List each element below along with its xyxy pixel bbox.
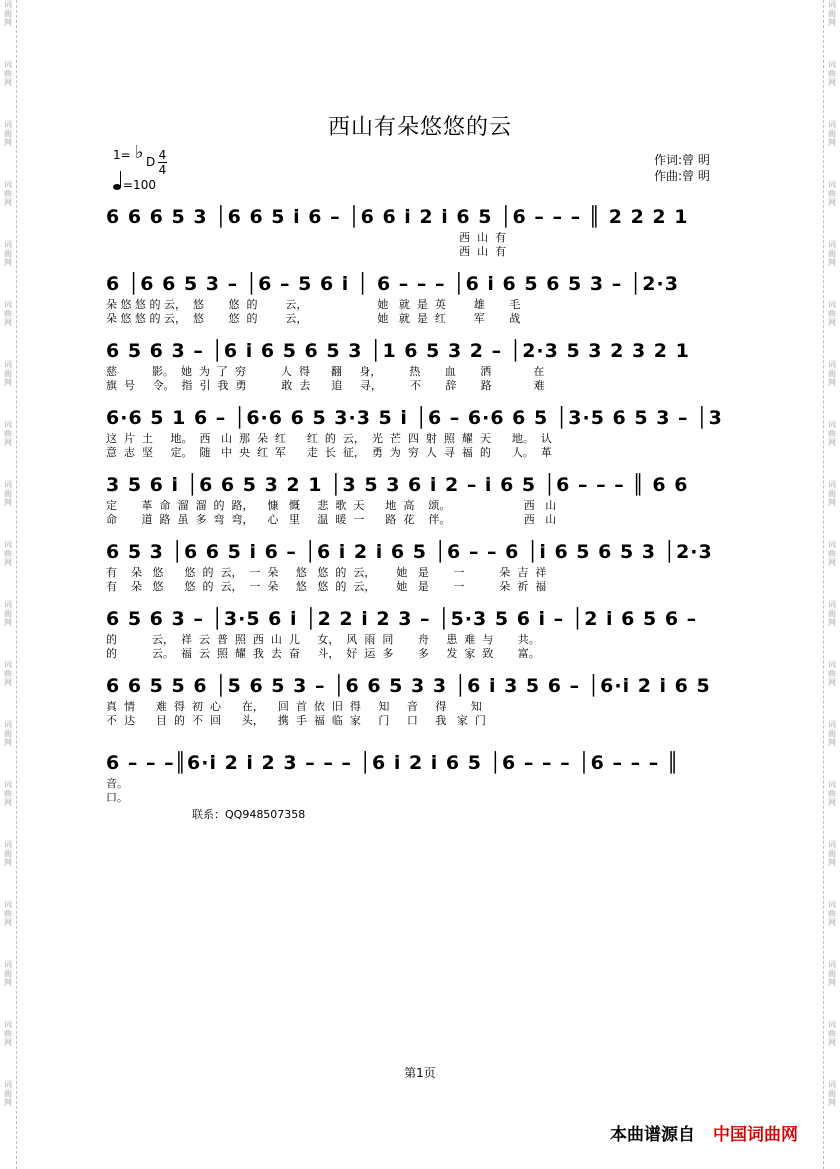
watermark-text: 词曲网 <box>828 720 836 747</box>
lyricist: 作词:曾 明 <box>654 153 710 167</box>
brand-link[interactable]: 中国词曲网 <box>713 1125 798 1145</box>
notes-line: 6 5 3 │6 6 5 i 6 – │6 i 2 i 6 5 │6 – – 6 │i 6 5 6 5 3 │2·3 <box>106 541 713 563</box>
score-system-4 <box>106 404 754 460</box>
lyrics-verse-1: 慈 影。 她 为 了 穷 人 得 翻 身， 热 血 洒 在 <box>106 365 545 378</box>
watermark-text: 词曲网 <box>828 780 836 807</box>
watermark-text: 词曲网 <box>828 840 836 867</box>
watermark-text: 词曲网 <box>828 660 836 687</box>
source-label: 本曲谱源自 <box>610 1125 695 1145</box>
source-footer <box>610 1120 798 1145</box>
watermark-text: 词曲网 <box>4 1080 12 1107</box>
watermark-text: 词曲网 <box>4 1020 12 1047</box>
watermark-text: 词曲网 <box>828 0 836 27</box>
score-system-9 <box>106 749 754 805</box>
lyrics-verse-1: 的 云， 祥 云 普 照 西 山 儿 女， 风 雨 同 舟 患 难 与 共。 <box>106 633 540 646</box>
score-system-6 <box>106 538 754 594</box>
time-top: 4 <box>158 148 167 162</box>
watermark-text: 词曲网 <box>828 900 836 927</box>
watermark-text: 词曲网 <box>4 600 12 627</box>
time-signature <box>158 148 167 177</box>
score-system-5 <box>106 471 754 527</box>
watermark-text: 词曲网 <box>4 540 12 567</box>
notes-line: 6 6 6 5 3 │6 6 5 i 6 – │6 6 i 2 i 6 5 │6 – – – ║ 2 2 2 1 <box>106 206 689 228</box>
lyrics-verse-2: 意 志 坚 定。 随 中 央 红 军 走 长 征， 勇 为 穷 人 寻 福 的 人。 革 <box>106 446 552 459</box>
notes-line: 3 5 6 i │6 6 5 3 2 1 │3 5 3 6 i 2 – i 6 5 │6 – – – ║ 6 6 <box>106 474 689 496</box>
watermark-text: 词曲网 <box>4 420 12 447</box>
watermark-text: 词曲网 <box>828 360 836 387</box>
lyrics-verse-2: 西 山 有 <box>106 245 507 258</box>
quarter-note-icon <box>113 184 121 190</box>
watermark-text: 词曲网 <box>828 60 836 87</box>
key-prefix: 1= <box>113 148 131 162</box>
watermark-text: 词曲网 <box>4 960 12 987</box>
watermark-text: 词曲网 <box>828 540 836 567</box>
watermark-text: 词曲网 <box>4 780 12 807</box>
time-bottom: 4 <box>158 163 167 177</box>
watermark-text: 词曲网 <box>828 960 836 987</box>
lyrics-verse-1: 西 山 有 <box>106 231 507 244</box>
notes-line: 6 │6 6 5 3 – │6 – 5 6 i │ 6 – – – │6 i 6 5 6 5 3 – │2·3 <box>106 273 679 295</box>
watermark-text: 词曲网 <box>4 0 12 27</box>
watermark-text: 词曲网 <box>4 360 12 387</box>
key-note: D <box>146 155 156 169</box>
lyrics-verse-2: 不 达 目 的 不 回 头， 携 手 福 临 家 门 口 我 家 门 <box>106 714 486 727</box>
lyrics-verse-2: 的 云。 福 云 照 耀 我 去 奋 斗， 好 运 多 多 发 家 致 富。 <box>106 647 540 660</box>
watermark-text: 词曲网 <box>4 240 12 267</box>
score-system-7 <box>106 605 754 661</box>
lyrics-verse-2: 有 朵 悠 悠 的 云， 一 朵 悠 悠 的 云， 她 是 一 朵 祈 福 <box>106 580 547 593</box>
lyrics-verse-1: 真 情 难 得 初 心 在， 回 首 依 旧 得 知 音 得 知 <box>106 700 482 713</box>
lyrics-verse-1: 这 片 土 地。 西 山 那 朵 红 红 的 云， 光 芒 四 射 照 耀 天 地。 认 <box>106 432 552 445</box>
lyrics-verse-2: 命 道 路 虽 多 弯 弯， 心 里 温 暖 一 路 花 伴。 西 山 <box>106 513 557 526</box>
credits <box>654 152 710 184</box>
watermark-text: 词曲网 <box>4 840 12 867</box>
lyrics-verse-2: 口。 <box>106 791 128 804</box>
lyrics-verse-2: 朵 悠 悠 的 云， 悠 悠 的 云， 她 就 是 红 军 战 <box>106 312 521 325</box>
score-title: 西山有朵悠悠的云 <box>327 115 512 140</box>
score-system-3 <box>106 337 754 393</box>
watermark-text: 词曲网 <box>4 120 12 147</box>
watermark-text: 词曲网 <box>828 120 836 147</box>
notes-line: 6 – – –║6·i 2 i 2 3 – – – │6 i 2 i 6 5 │6 – – – │6 – – – ║ <box>106 752 680 774</box>
watermark-text: 词曲网 <box>828 600 836 627</box>
left-margin-watermark <box>0 0 17 1169</box>
lyrics-verse-1: 朵 悠 悠 的 云， 悠 悠 的 云， 她 就 是 英 雄 毛 <box>106 298 521 311</box>
notes-line: 6 5 6 3 – │6 i 6 5 6 5 3 │1 6 5 3 2 – │2·3 5 3 2 3 2 1 <box>106 340 690 362</box>
lyrics-verse-2: 旗 号 令。 指 引 我 勇 敢 去 追 寻， 不 辞 路 难 <box>106 379 545 392</box>
watermark-text: 词曲网 <box>828 1080 836 1107</box>
watermark-text: 词曲网 <box>4 180 12 207</box>
lyrics-verse-1: 定 革 命 溜 溜 的 路， 慷 慨 悲 歌 天 地 高 颂。 西 山 <box>106 499 557 512</box>
page-number: 第1页 <box>404 1066 436 1080</box>
lyrics-verse-1: 有 朵 悠 悠 的 云， 一 朵 悠 悠 的 云， 她 是 一 朵 吉 祥 <box>106 566 547 579</box>
watermark-text: 词曲网 <box>4 60 12 87</box>
key-signature <box>113 142 167 177</box>
watermark-text: 词曲网 <box>828 420 836 447</box>
right-margin-watermark <box>823 0 840 1169</box>
lyrics-verse-1: 音。 <box>106 777 128 790</box>
watermark-text: 词曲网 <box>4 900 12 927</box>
notes-line: 6·6 5 1 6 – │6·6 6 5 3·3 5 i │6 – 6·6 6 5 │3·5 6 5 3 – │3 <box>106 407 723 429</box>
notes-line: 6 5 6 3 – │3·5 6 i │2 2 i 2 3 – │5·3 5 6 i – │2 i 6 5 6 – <box>106 608 698 630</box>
score-system-8 <box>106 672 754 728</box>
score-system-1 <box>106 203 754 259</box>
watermark-text: 词曲网 <box>4 660 12 687</box>
contact-info: 联系：QQ948507358 <box>192 808 306 821</box>
watermark-text: 词曲网 <box>828 300 836 327</box>
composer: 作曲:曾 明 <box>654 169 710 183</box>
watermark-text: 词曲网 <box>4 480 12 507</box>
watermark-text: 词曲网 <box>4 300 12 327</box>
watermark-text: 词曲网 <box>828 180 836 207</box>
flat-icon: ♭ <box>135 142 144 163</box>
watermark-text: 词曲网 <box>828 1020 836 1047</box>
watermark-text: 词曲网 <box>828 480 836 507</box>
watermark-text: 词曲网 <box>4 720 12 747</box>
notes-line: 6 6 5 5 6 │5 6 5 3 – │6 6 5 3 3 │6 i 3 5 6 – │6·i 2 i 6 5 <box>106 675 711 697</box>
tempo-value: =100 <box>123 178 156 192</box>
watermark-text: 词曲网 <box>828 240 836 267</box>
score-system-2 <box>106 270 754 326</box>
tempo-marking <box>113 178 156 192</box>
